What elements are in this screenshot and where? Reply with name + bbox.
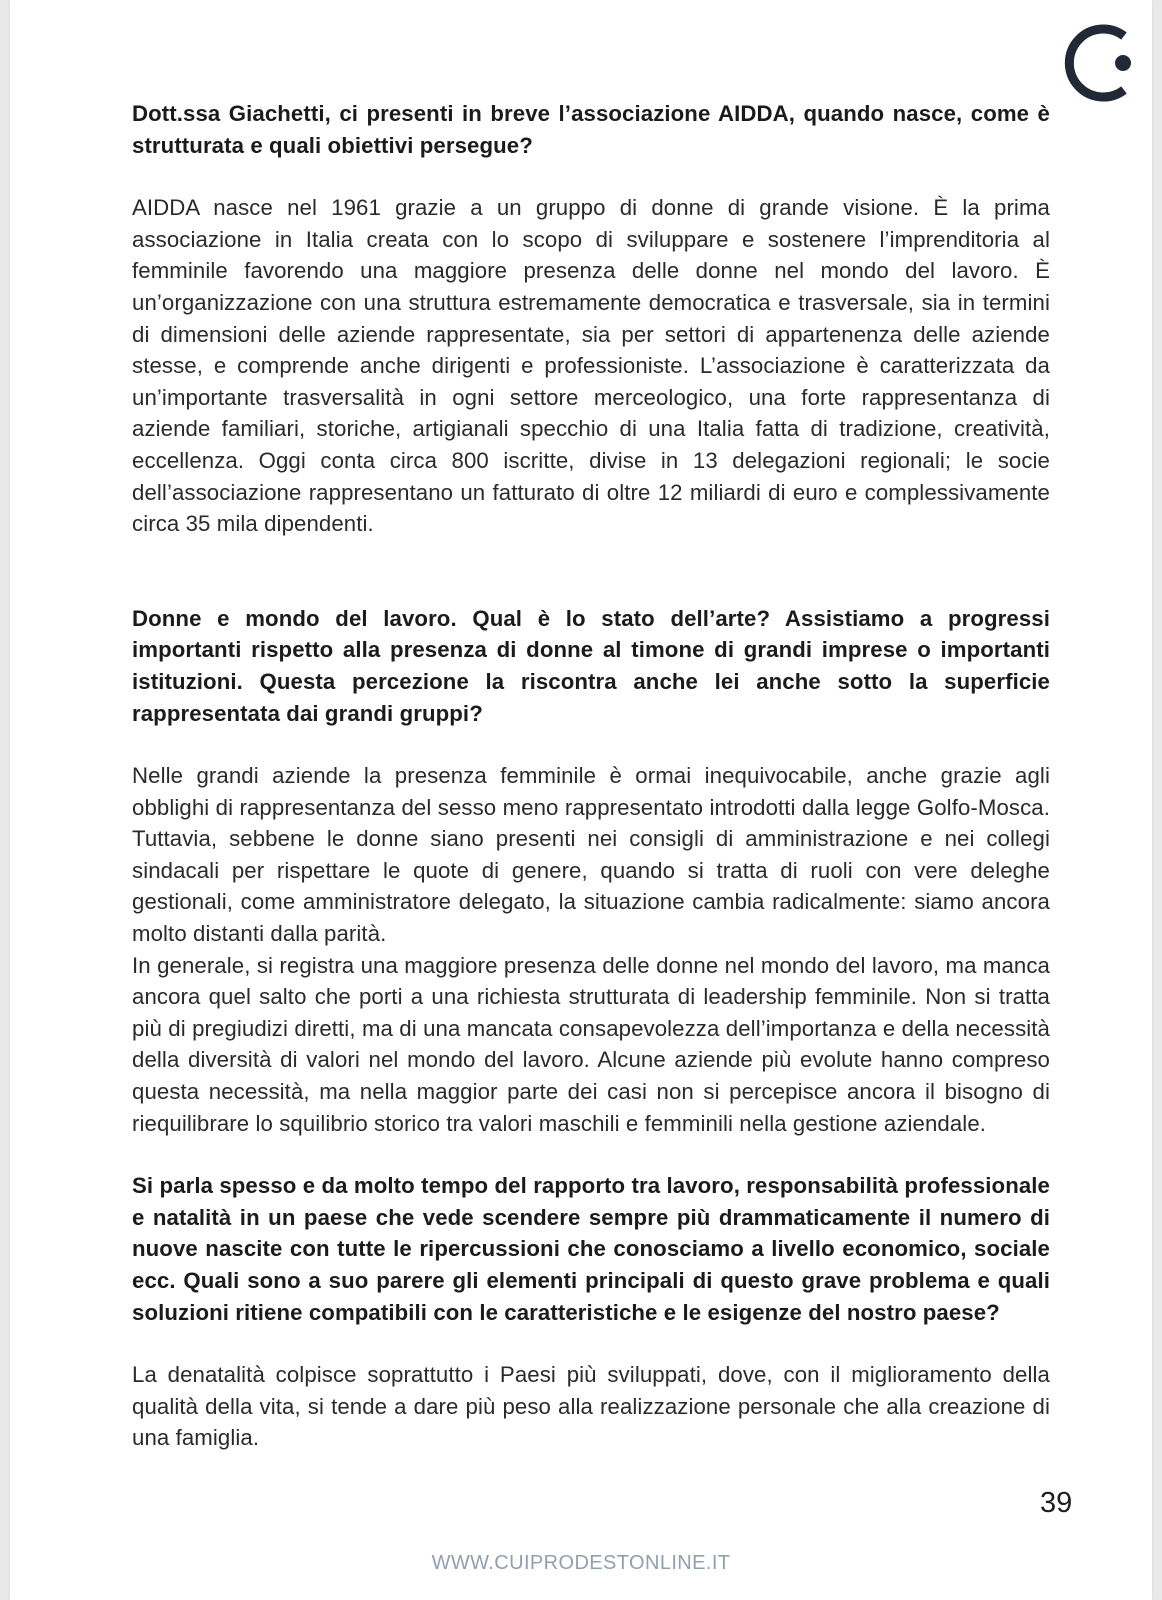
article-body [132,98,1050,1454]
brand-logo-c-icon [1060,22,1136,104]
magazine-page [10,0,1152,1600]
interview-question-3: Si parla spesso e da molto tempo del rapporto tra lavoro, responsabilità professionale e natalità in un paese che vede scendere sempre più drammaticamente il numero di nuove nascite con tutte le ripercussioni che conosciamo a livello economico, sociale ecc. Quali sono a suo parere gli elementi principali di questo grave problema e quali soluzioni ritiene compatibili con le caratteristiche e le esigenze del nostro paese? [132,1173,1050,1325]
interview-question-2: Donne e mondo del lavoro. Qual è lo stato dell’arte? Assistiamo a progressi importanti rispetto alla presenza di donne al timone di grandi imprese o importanti istituzioni. Questa percezione la riscontra anche lei anche sotto la superficie rappresentata dai grandi gruppi? [132,605,1050,726]
interview-answer-3: La denatalità colpisce soprattutto i Paesi più sviluppati, dove, con il miglioramento della qualità della vita, si tende a dare più peso alla realizzazione personale che alla creazione di una famiglia. [132,1362,1050,1451]
page-number: 39 [1040,1487,1073,1519]
interview-answer-2-paragraph-1: Nelle grandi aziende la presenza femminile è ormai inequivocabile, anche grazie agli obblighi di rappresentanza del sesso meno rappresentato introdotti dalla legge Golfo-Mosca. Tuttavia, sebbene le donne siano presenti nei consigli di amministrazione e nei collegi sindacali per rispettare le quote di genere, quando si tratta di ruoli con vere deleghe gestionali, come amministratore delegato, la situazione cambia radicalmente: siamo ancora molto distanti dalla parità. [132,763,1050,947]
footer-website-url: WWW.CUIPRODESTONLINE.IT [431,1552,731,1574]
interview-answer-1: AIDDA nasce nel 1961 grazie a un gruppo di donne di grande visione. È la prima associazione in Italia creata con lo scopo di sviluppare e sostenere l’imprenditoria al femminile favorendo una maggiore presenza delle donne nel mondo del lavoro. È un’organizzazione con una struttura estremamente democratica e trasversale, sia in termini di dimensioni delle aziende rappresentate, sia per settori di appartenenza delle aziende stesse, e comprende anche dirigenti e professioniste. L’associazione è caratterizzata da un’importante trasversalità in ogni settore merceologico, una forte rappresentanza di aziende familiari, storiche, artigianali specchio di una Italia fatta di tradizione, creatività, eccellenza. Oggi conta circa 800 iscritte, divise in 13 delegazioni regionali; le socie dell’associazione rappresentano un fatturato di oltre 12 miliardi di euro e complessivamente circa 35 mila dipendenti. [132,195,1050,537]
interview-question-1: Dott.ssa Giachetti, ci presenti in breve l’associazione AIDDA, quando nasce, come è strutturata e quali obiettivi persegue? [132,101,1050,158]
interview-answer-2-paragraph-2: In generale, si registra una maggiore presenza delle donne nel mondo del lavoro, ma manca ancora quel salto che porti a una richiesta strutturata di leadership femminile. Non si tratta più di pregiudizi diretti, ma di una mancata consapevolezza dell’importanza e della necessità della diversità di valori nel mondo del lavoro. Alcune aziende più evolute hanno compreso questa necessità, ma nella maggior parte dei casi non si percepisce ancora il bisogno di riequilibrare lo squilibrio storico tra valori maschili e femminili nella gestione aziendale. [132,952,1050,1136]
